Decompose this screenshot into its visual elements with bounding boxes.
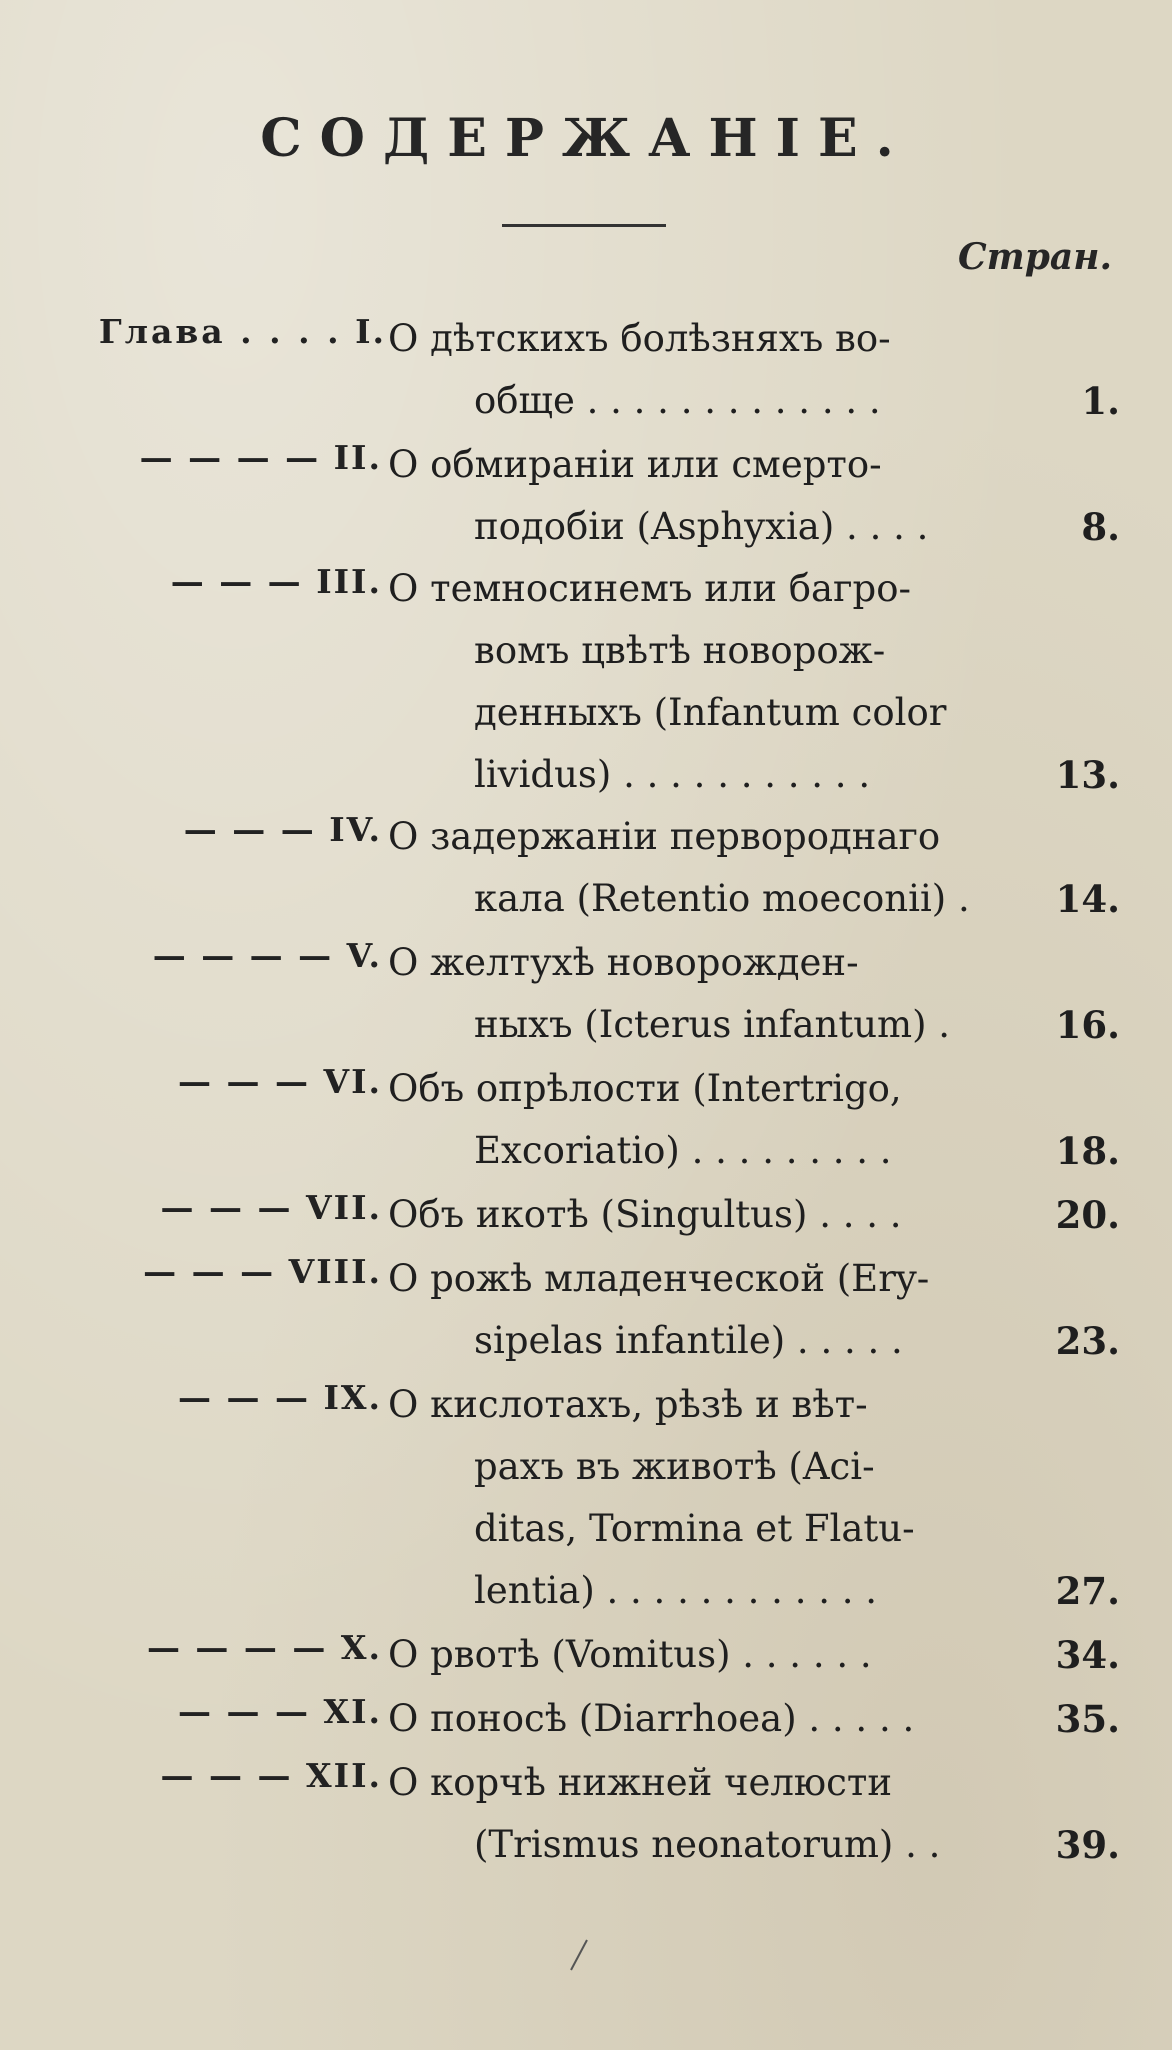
- entry-line: О корчѣ нижней челюсти: [388, 1761, 892, 1804]
- entry-text: [388, 1688, 988, 1750]
- entry-line: О дѣтскихъ болѣзняхъ во-: [388, 317, 891, 360]
- entry-text: [388, 806, 988, 930]
- entry-page-number: 13.: [1055, 753, 1120, 797]
- entry-page-number: 1.: [1081, 379, 1120, 423]
- page-column-label: Стран.: [957, 236, 1112, 278]
- entry-page-number: 8.: [1081, 505, 1120, 549]
- toc-entry[interactable]: [0, 932, 1172, 1047]
- toc-entry[interactable]: [0, 558, 1172, 797]
- toc-entry[interactable]: [0, 1058, 1172, 1173]
- entry-chapter-lead: — — — IX.: [177, 1378, 382, 1417]
- entry-text: [388, 1184, 988, 1246]
- entry-line: Объ опрѣлости (Intertrigo,: [388, 1067, 902, 1110]
- entry-chapter-lead: — — — VIII.: [143, 1252, 382, 1291]
- entry-page-number: 14.: [1055, 877, 1120, 921]
- entry-line: О обмираніи или смерто-: [388, 443, 882, 486]
- entry-text: [388, 434, 988, 558]
- entry-line: О задержаніи первороднаго: [388, 815, 941, 858]
- entry-page-number: 34.: [1055, 1633, 1120, 1677]
- entry-line: О рвотѣ (Vomitus) . . . . . .: [388, 1633, 872, 1676]
- toc-entry[interactable]: [0, 1688, 1172, 1748]
- entry-line: О желтухѣ новорожден-: [388, 941, 859, 984]
- entry-text: [388, 308, 988, 432]
- entry-line: обще . . . . . . . . . . . . .: [474, 379, 881, 422]
- toc-entry[interactable]: [0, 1184, 1172, 1244]
- entry-line: lividus) . . . . . . . . . . .: [474, 753, 871, 796]
- entry-line: ныхъ (Icterus infantum) .: [474, 1003, 951, 1046]
- entry-page-number: 23.: [1055, 1319, 1120, 1363]
- entry-text: [388, 558, 988, 806]
- entry-chapter-lead: — — — VI.: [177, 1062, 382, 1101]
- entry-page-number: 35.: [1055, 1697, 1120, 1741]
- entry-page-number: 16.: [1055, 1003, 1120, 1047]
- entry-line: О кислотахъ, рѣзѣ и вѣт-: [388, 1383, 868, 1426]
- toc-entry[interactable]: [0, 1624, 1172, 1684]
- entry-page-number: 18.: [1055, 1129, 1120, 1173]
- entry-chapter-lead: — — — XII.: [160, 1756, 382, 1795]
- entry-line: денныхъ (Infantum color: [474, 691, 947, 734]
- entry-chapter-lead: — — — — II.: [139, 438, 382, 477]
- entry-chapter-lead: Глава . . . . I.: [98, 312, 386, 351]
- entry-text: [388, 1374, 988, 1622]
- entry-line: Объ икотѣ (Singultus) . . . .: [388, 1193, 902, 1236]
- entry-line: Excoriatio) . . . . . . . . .: [474, 1129, 892, 1172]
- entry-line: О поносѣ (Diarrhoea) . . . . .: [388, 1697, 915, 1740]
- toc-entry[interactable]: [0, 434, 1172, 549]
- entry-line: подобіи (Asphyxia) . . . .: [474, 505, 929, 548]
- entry-page-number: 27.: [1055, 1569, 1120, 1613]
- entry-text: [388, 932, 988, 1056]
- entry-line: О рожѣ младенческой (Ery-: [388, 1257, 930, 1300]
- entry-line: (Trismus neonatorum) . .: [474, 1823, 941, 1866]
- entry-line: lentia) . . . . . . . . . . . .: [474, 1569, 878, 1612]
- entry-text: [388, 1058, 988, 1182]
- toc-entry[interactable]: [0, 806, 1172, 921]
- toc-entry[interactable]: [0, 308, 1172, 423]
- entry-chapter-lead: — — — III.: [170, 562, 382, 601]
- entry-text: [388, 1248, 988, 1372]
- toc-entry[interactable]: [0, 1248, 1172, 1363]
- entry-line: вомъ цвѣтѣ новорож-: [474, 629, 886, 672]
- entry-chapter-lead: — — — XI.: [177, 1692, 382, 1731]
- entry-line: ditas, Tormina et Flatu-: [474, 1507, 915, 1550]
- entry-text: [388, 1624, 988, 1686]
- entry-page-number: 20.: [1055, 1193, 1120, 1237]
- entry-chapter-lead: — — — — V.: [152, 936, 382, 975]
- entry-line: О темносинемъ или багро-: [388, 567, 911, 610]
- entry-chapter-lead: — — — IV.: [183, 810, 382, 849]
- entry-page-number: 39.: [1055, 1823, 1120, 1867]
- entry-line: sipelas infantile) . . . . .: [474, 1319, 903, 1362]
- entry-line: кала (Retentio moeconii) .: [474, 877, 970, 920]
- toc-entry[interactable]: [0, 1752, 1172, 1867]
- pencil-mark: [570, 1940, 588, 1971]
- entry-text: [388, 1752, 988, 1876]
- toc-entry[interactable]: [0, 1374, 1172, 1613]
- page-title: СОДЕРЖАНІЕ.: [260, 108, 912, 169]
- entry-line: рахъ въ животѣ (Aci-: [474, 1445, 875, 1488]
- entry-chapter-lead: — — — VII.: [160, 1188, 382, 1227]
- title-rule: [502, 224, 666, 227]
- entry-chapter-lead: — — — — X.: [146, 1628, 382, 1667]
